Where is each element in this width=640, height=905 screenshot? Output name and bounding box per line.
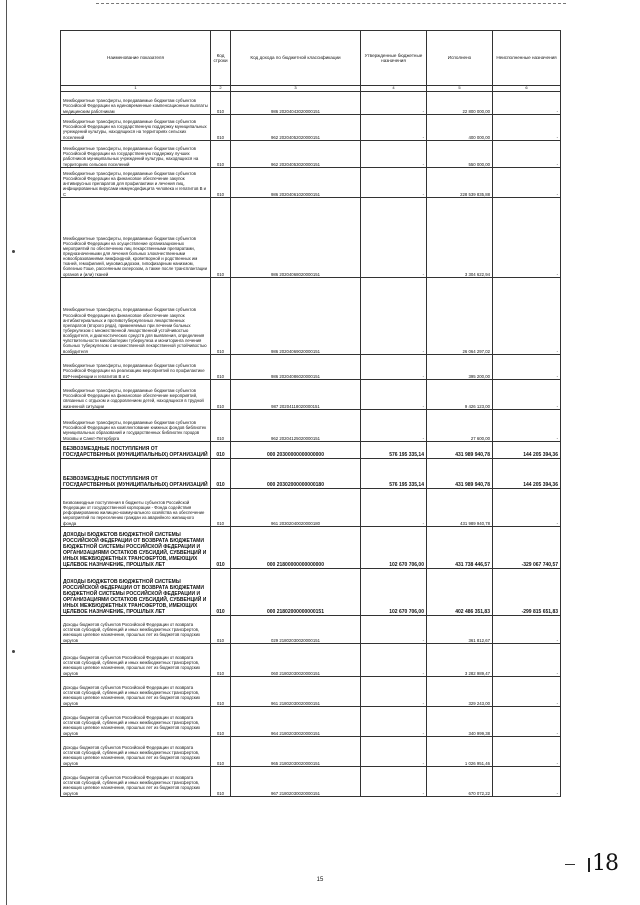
left-binding-line	[6, 0, 7, 905]
row-line-code: 010	[211, 409, 231, 441]
row-executed: 329 243,00	[427, 676, 493, 706]
row-approved: -	[361, 676, 427, 706]
row-name: ДОХОДЫ БЮДЖЕТОВ БЮДЖЕТНОЙ СИСТЕМЫ РОССИЙСКОЙ ФЕДЕРАЦИИ ОТ ВОЗВРАТА БЮДЖЕТАМИ БЮДЖЕТНОЙ СИСТЕМЫ РОССИЙСКОЙ ФЕДЕРАЦИИ И ОРГАНИЗАЦИЯМИ ОСТАТКОВ СУБСИДИЙ, СУБВЕНЦИЙ И ИНЫХ МЕЖБЮДЖЕТНЫХ ТРАНСФЕРТОВ, ИМЕЮЩИХ ЦЕЛЕВОЕ НАЗНАЧЕНИЕ, ПРОШЛЫХ ЛЕТ	[61, 526, 211, 568]
row-approved: -	[361, 643, 427, 676]
row-approved: -	[361, 766, 427, 796]
row-budget-code: 986 20204086020000151	[231, 354, 361, 379]
row-name: Межбюджетные трансферты, передаваемые бюджетам субъектов Российской Федерации на комплектование книжных фондов библиотек муниципальных образований и государственных библиотек городов Москвы и Санкт-Петербурга	[61, 409, 211, 441]
row-executed: 361 812,67	[427, 615, 493, 643]
row-line-code: 010	[211, 736, 231, 766]
row-line-code: 010	[211, 197, 231, 277]
row-line-code: 010	[211, 526, 231, 568]
row-unexecuted: -	[493, 140, 561, 167]
header-budget-code: Код дохода по бюджетной классификации	[231, 31, 361, 86]
column-index: 5	[427, 86, 493, 92]
row-name: Доходы бюджетов субъектов Российской Федерации от возврата остатков субсидий, субвенций и иных межбюджетных трансфертов, имеющих целевое назначение, прошлых лет из бюджетов городских округов	[61, 615, 211, 643]
row-unexecuted: -	[493, 354, 561, 379]
row-budget-code: 986 20204068020000151	[231, 197, 361, 277]
row-approved: -	[361, 167, 427, 197]
table-row	[61, 568, 561, 615]
row-line-code: 010	[211, 379, 231, 409]
table-row	[61, 488, 561, 526]
table-row	[61, 277, 561, 354]
row-approved: -	[361, 197, 427, 277]
row-line-code: 010	[211, 441, 231, 458]
row-unexecuted: 144 205 394,36	[493, 441, 561, 458]
row-unexecuted: -	[493, 114, 561, 140]
row-executed: 340 999,38	[427, 706, 493, 736]
row-executed: 26 064 297,02	[427, 277, 493, 354]
header-executed: Исполнено	[427, 31, 493, 86]
row-executed: 3 282 989,47	[427, 643, 493, 676]
row-budget-code: 961 20302040020000180	[231, 488, 361, 526]
table-row	[61, 379, 561, 409]
column-index: 1	[61, 86, 211, 92]
row-unexecuted: -	[493, 736, 561, 766]
row-unexecuted: 144 205 394,36	[493, 458, 561, 488]
row-executed: 670 072,22	[427, 766, 493, 796]
row-unexecuted: -	[493, 643, 561, 676]
row-approved: -	[361, 615, 427, 643]
column-index: 6	[493, 86, 561, 92]
row-name: Межбюджетные трансферты, передаваемые бюджетам субъектов Российской Федерации на государственную поддержку муниципальных учреждений культуры, находящихся на территориях сельских поселений	[61, 114, 211, 140]
row-line-code: 010	[211, 643, 231, 676]
row-name: БЕЗВОЗМЕЗДНЫЕ ПОСТУПЛЕНИЯ ОТ ГОСУДАРСТВЕННЫХ (МУНИЦИПАЛЬНЫХ) ОРГАНИЗАЦИЙ	[61, 441, 211, 458]
row-executed: 431 989 940,78	[427, 458, 493, 488]
row-budget-code: 987 20204118020000151	[231, 379, 361, 409]
row-budget-code: 060 21802030020000151	[231, 643, 361, 676]
column-index: 4	[361, 86, 427, 92]
header-line-code: Код строки	[211, 31, 231, 86]
row-name: Межбюджетные трансферты, передаваемые бюджетам субъектов Российской Федерации на финансовое обеспечение закупок антивирусных препаратов для профилактики и лечения лиц, инфицированных вирусами иммунодефицита человека и гепатитов B и C	[61, 167, 211, 197]
row-name: Безвозмездные поступления в бюджеты субъектов Российской Федерации от государственной корпорации - Фонда содействия реформированию жилищно-коммунального хозяйства на обеспечение мероприятий по переселению граждан из аварийного жилищного фонда	[61, 488, 211, 526]
row-line-code: 010	[211, 167, 231, 197]
binding-hole-dot	[12, 650, 15, 653]
row-executed: 1 026 951,46	[427, 736, 493, 766]
row-budget-code: 962 20204052020000151	[231, 114, 361, 140]
row-executed: 9 426 123,00	[427, 379, 493, 409]
table-body	[61, 91, 561, 796]
table-row	[61, 706, 561, 736]
row-unexecuted: -	[493, 91, 561, 114]
row-name: Межбюджетные трансферты, передаваемые бюджетам субъектов Российской Федерации на единовременные компенсационные выплаты медицинским работникам	[61, 91, 211, 114]
row-budget-code: 000 20300000000000000	[231, 441, 361, 458]
row-executed: 550 000,00	[427, 140, 493, 167]
row-name: Межбюджетные трансферты, передаваемые бюджетам субъектов Российской Федерации на финансовое обеспечение закупок антибактериальных и противотуберкулезных лекарственных препаратов (второго ряда), применяемых при лечении больных туберкулезом с множественной лекарственной устойчивостью возбудителя, и диагностических средств для выявления, определения чувствительности микобактерии туберкулеза и мониторинга лечения больных туберкулезом с множественной лекарственной устойчивостью возбудителя	[61, 277, 211, 354]
row-approved: -	[361, 706, 427, 736]
row-unexecuted: -299 815 651,83	[493, 568, 561, 615]
row-unexecuted: -	[493, 167, 561, 197]
table-row	[61, 766, 561, 796]
row-budget-code: 986 20204069020000151	[231, 277, 361, 354]
table-row	[61, 441, 561, 458]
row-executed: 400 000,00	[427, 114, 493, 140]
table-row	[61, 615, 561, 643]
row-budget-code: 029 21802030020000151	[231, 615, 361, 643]
row-name: Доходы бюджетов субъектов Российской Федерации от возврата остатков субсидий, субвенций и иных межбюджетных трансфертов, имеющих целевое назначение, прошлых лет из бюджетов городских округов	[61, 676, 211, 706]
row-executed: 22 800 000,00	[427, 91, 493, 114]
row-unexecuted: -	[493, 615, 561, 643]
row-unexecuted: -	[493, 277, 561, 354]
row-approved: 576 195 335,14	[361, 458, 427, 488]
row-unexecuted: -329 067 740,57	[493, 526, 561, 568]
row-line-code: 010	[211, 277, 231, 354]
row-line-code: 010	[211, 568, 231, 615]
row-budget-code: 986 20204043020000151	[231, 91, 361, 114]
row-unexecuted: -	[493, 409, 561, 441]
table-row	[61, 736, 561, 766]
table-row	[61, 526, 561, 568]
row-executed: 395 200,00	[427, 354, 493, 379]
row-line-code: 010	[211, 354, 231, 379]
table-row	[61, 167, 561, 197]
row-line-code: 010	[211, 488, 231, 526]
row-approved: -	[361, 488, 427, 526]
page-number: 15	[316, 877, 324, 883]
row-line-code: 010	[211, 458, 231, 488]
row-name: Межбюджетные трансферты, передаваемые бюджетам субъектов Российской Федерации на государственную поддержку лучших работников муниципальных учреждений культуры, находящихся на территориях сельских поселений	[61, 140, 211, 167]
table-row	[61, 643, 561, 676]
row-approved: -	[361, 114, 427, 140]
row-executed: 431 738 446,57	[427, 526, 493, 568]
row-name: Межбюджетные трансферты, передаваемые бюджетам субъектов Российской Федерации на финансовое обеспечение мероприятий, связанных с отдыхом и оздоровлением детей, находящихся в трудной жизненной ситуации	[61, 379, 211, 409]
row-executed: 228 539 835,88	[427, 167, 493, 197]
binding-hole-dot	[12, 250, 15, 253]
table-row	[61, 409, 561, 441]
column-index: 3	[231, 86, 361, 92]
stamp-mark	[588, 858, 590, 872]
row-line-code: 010	[211, 615, 231, 643]
row-name: Межбюджетные трансферты, передаваемые бюджетам субъектов Российской Федерации на осуществление организационных мероприятий по обеспечению лиц лекарственными препаратами, предназначенными для лечения больных злокачественными новообразованиями лимфоидной, кроветворной и родственных им тканей, гемофилией, муковисцидозом, гипофизарным нанизмом, болезнью Гоше, рассеянным склерозом, а также после трансплантации органов и (или) тканей	[61, 197, 211, 277]
table-header-row	[61, 31, 561, 86]
row-name: Доходы бюджетов субъектов Российской Федерации от возврата остатков субсидий, субвенций и иных межбюджетных трансфертов, имеющих целевое назначение, прошлых лет из бюджетов городских округов	[61, 766, 211, 796]
column-index: 2	[211, 86, 231, 92]
row-line-code: 010	[211, 140, 231, 167]
row-executed: 431 989 940,78	[427, 488, 493, 526]
row-unexecuted: -	[493, 676, 561, 706]
row-line-code: 010	[211, 766, 231, 796]
row-name: Доходы бюджетов субъектов Российской Федерации от возврата остатков субсидий, субвенций и иных межбюджетных трансфертов, имеющих целевое назначение, прошлых лет из бюджетов городских округов	[61, 706, 211, 736]
row-line-code: 010	[211, 706, 231, 736]
row-approved: -	[361, 91, 427, 114]
top-cut-line	[96, 3, 566, 4]
row-budget-code: 986 20204061020000151	[231, 167, 361, 197]
row-approved: -	[361, 379, 427, 409]
row-approved: 576 195 335,14	[361, 441, 427, 458]
row-approved: -	[361, 354, 427, 379]
table-row	[61, 197, 561, 277]
row-budget-code: 961 21802030020000151	[231, 676, 361, 706]
header-name: Наименование показателя	[61, 31, 211, 86]
header-unexecuted: Неисполненные назначения	[493, 31, 561, 86]
row-unexecuted: -	[493, 197, 561, 277]
budget-income-table	[60, 30, 561, 797]
row-budget-code: 965 21802030020000151	[231, 736, 361, 766]
row-name: БЕЗВОЗМЕЗДНЫЕ ПОСТУПЛЕНИЯ ОТ ГОСУДАРСТВЕННЫХ (МУНИЦИПАЛЬНЫХ) ОРГАНИЗАЦИЙ	[61, 458, 211, 488]
row-approved: -	[361, 409, 427, 441]
row-budget-code: 967 21802030020000151	[231, 766, 361, 796]
row-name: Доходы бюджетов субъектов Российской Федерации от возврата остатков субсидий, субвенций и иных межбюджетных трансфертов, имеющих целевое назначение, прошлых лет из бюджетов городских округов	[61, 736, 211, 766]
sheet-stamp-number: 18	[592, 851, 618, 876]
table-row	[61, 354, 561, 379]
row-executed: 3 304 622,94	[427, 197, 493, 277]
row-budget-code: 000 20302000000000180	[231, 458, 361, 488]
row-unexecuted: -	[493, 766, 561, 796]
row-approved: -	[361, 736, 427, 766]
row-name: Межбюджетные трансферты, передаваемые бюджетам субъектов Российской Федерации на реализацию мероприятий по профилактике ВИЧ-инфекции и гепатитов B и C	[61, 354, 211, 379]
table-row	[61, 458, 561, 488]
row-budget-code: 964 21802030020000151	[231, 706, 361, 736]
row-budget-code: 962 20204053020000151	[231, 140, 361, 167]
row-line-code: 010	[211, 114, 231, 140]
row-executed: 431 989 940,78	[427, 441, 493, 458]
row-unexecuted: -	[493, 488, 561, 526]
row-name: Доходы бюджетов субъектов Российской Федерации от возврата остатков субсидий, субвенций и иных межбюджетных трансфертов, имеющих целевое назначение, прошлых лет из бюджетов городских округов	[61, 643, 211, 676]
table-row	[61, 676, 561, 706]
row-executed: 402 486 351,83	[427, 568, 493, 615]
row-budget-code: 000 21802000000000151	[231, 568, 361, 615]
header-approved: Утвержденные бюджетные назначения	[361, 31, 427, 86]
row-executed: 27 600,00	[427, 409, 493, 441]
row-approved: -	[361, 140, 427, 167]
stamp-dash	[565, 864, 575, 865]
row-budget-code: 000 21800000000000000	[231, 526, 361, 568]
table-row	[61, 140, 561, 167]
table-row	[61, 114, 561, 140]
row-unexecuted: -	[493, 706, 561, 736]
row-approved: 102 670 706,00	[361, 568, 427, 615]
row-line-code: 010	[211, 91, 231, 114]
row-name: ДОХОДЫ БЮДЖЕТОВ БЮДЖЕТНОЙ СИСТЕМЫ РОССИЙСКОЙ ФЕДЕРАЦИИ ОТ ВОЗВРАТА БЮДЖЕТАМИ БЮДЖЕТНОЙ СИСТЕМЫ РОССИЙСКОЙ ФЕДЕРАЦИИ И ОРГАНИЗАЦИЯМИ ОСТАТКОВ СУБСИДИЙ, СУБВЕНЦИЙ И ИНЫХ МЕЖБЮДЖЕТНЫХ ТРАНСФЕРТОВ, ИМЕЮЩИХ ЦЕЛЕВОЕ НАЗНАЧЕНИЕ, ПРОШЛЫХ ЛЕТ	[61, 568, 211, 615]
row-approved: -	[361, 277, 427, 354]
row-approved: 102 670 706,00	[361, 526, 427, 568]
row-unexecuted: -	[493, 379, 561, 409]
table-row	[61, 91, 561, 114]
row-line-code: 010	[211, 676, 231, 706]
row-budget-code: 962 20204125020000151	[231, 409, 361, 441]
